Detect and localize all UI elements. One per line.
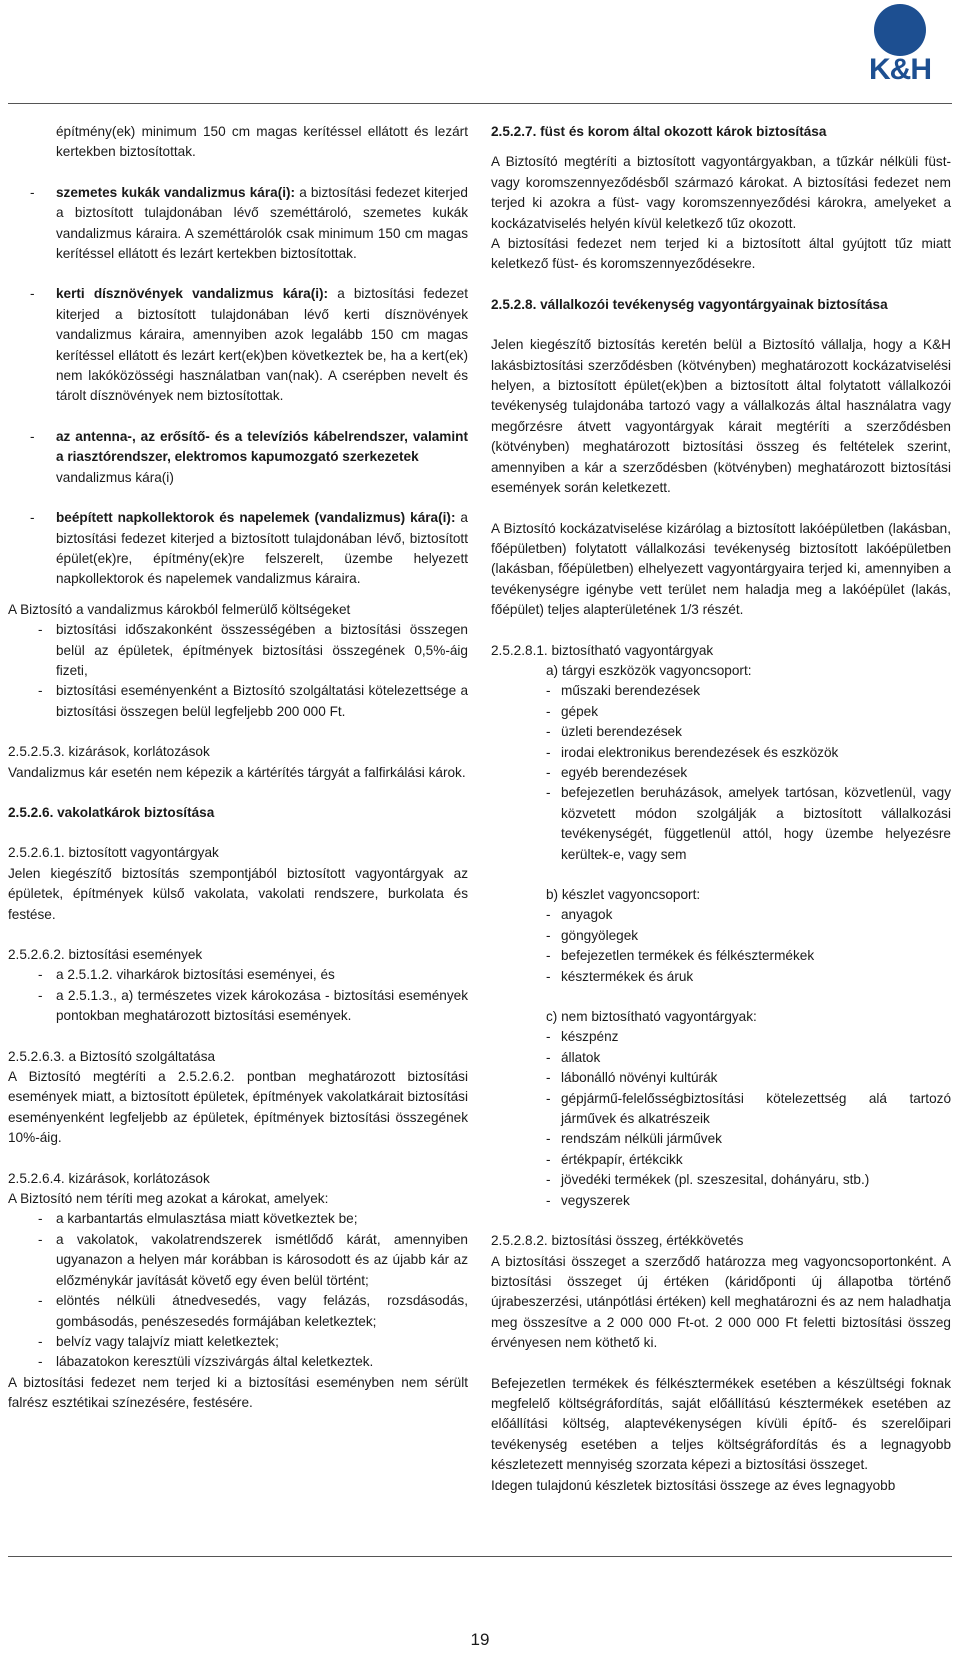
list-item: - belvíz vagy talajvíz miatt keletkeztek; <box>38 1333 279 1349</box>
bullet-title: kerti dísznövények vandalizmus kára(i): <box>56 286 329 302</box>
list-item: - jövedéki termékek (pl. szeszesital, dohányáru, stb.) <box>546 1172 870 1188</box>
list-item: - készpénz <box>546 1029 619 1045</box>
list-item: - biztosítási időszakonként összességében a biztosítási összegen belül az épületek, építmények biztosítási összegének 0,5%-áig fizeti, <box>38 622 468 678</box>
section-heading: 2.5.2.8. vállalkozói tevékenység vagyontárgyainak biztosítása <box>491 296 888 312</box>
section-heading: 2.5.2.6. vakolatkárok biztosítása <box>8 804 215 820</box>
paragraph: Jelen kiegészítő biztosítás keretén belül a Biztosító vállalja, hogy a K&H lakásbiztosítási szerződésben (kötvényben) meghatározott kockázatviselési helyen, a biztosított épület(ek)ben a biztosított által folytatott vállalkozói tevékenység tulajdonába tartozó vagy a vállalkozás által használatra vagy megőrzésre átvett vagyontárgyak kárait megtéríti a szerződésben (kötvényben) meghatározott biztosítási összeg és feltételek szerint, amennyiben a kár a szerződésben (kötvényben) meghatározott biztosítási események során keletkezett. <box>491 337 951 496</box>
list-label: a) tárgyi eszközök vagyoncsoport: <box>546 662 752 678</box>
list-item: - lábazatokon keresztüli vízszivárgás által keletkeztek. <box>38 1354 374 1370</box>
section-heading: 2.5.2.5.3. kizárások, korlátozások <box>8 744 210 760</box>
list-label: b) készlet vagyoncsoport: <box>546 887 701 902</box>
paragraph: A Biztosító megtéríti a 2.5.2.6.2. pontban meghatározott biztosítási események miatt, a biztosított épületek, építmények vakolatkárait biztosítási eseményenként legfeljebb az épületek, építmények biztosítási összegének 10%-áig. <box>8 1069 468 1146</box>
list-item: - a 2.5.1.3., a) természetes vizek károkozása - biztosítási események pontokban meghatározott biztosítási események. <box>38 987 468 1024</box>
section-heading: 2.5.2.6.3. a Biztosító szolgáltatása <box>8 1048 216 1064</box>
list-item: - vegyszerek <box>546 1192 630 1208</box>
bullet-text: a biztosítási fedezet kiterjed a biztosított tulajdonában lévő, biztosított épület(ek)re, építmény(ek)re felszerelt, üzembe helyezett napkollektorok és napelemek vandalizmus káraira. <box>56 510 468 587</box>
paragraph: A Biztosító megtéríti a biztosított vagyontárgyakban, a tűzkár nélküli füst- vagy koromszennyeződésből származó károkat. A biztosítási fedezet nem terjed ki azokra a füst- vagy koromszennyeződési károkra, amelyeket a kockázatviselés helyén kívül keletkező tűz okozott. <box>491 154 951 231</box>
section-heading: 2.5.2.8.1. biztosítható vagyontárgyak <box>491 642 714 658</box>
bullet-text: a biztosítási fedezet kiterjed a biztosított tulajdonában lévő szeméttároló, szemetes kukák vandalizmus káraira. A szeméttárolók csak minimum 150 cm magas kerítéssel ellátott és lezárt kertekben biztosítottak. <box>56 184 468 262</box>
footer-divider <box>8 1556 952 1557</box>
list-item: - gépjármű-felelősségbiztosítási kötelezettség alá tartozó járművek és alkatrészeik <box>546 1090 951 1127</box>
paragraph: A Biztosító a vandalizmus károkból felmerülő költségeket <box>8 601 351 617</box>
bullet-item: - beépített napkollektorok és napelemek (vandalizmus) kára(i): a biztosítási fedezet kiterjed a biztosított tulajdonában lévő, biztosított épület(ek)re, építmény(ek)re felszerelt, üzembe helyezett napkollektorok és napelemek vandalizmus káraira. <box>30 510 468 587</box>
left-column <box>8 122 468 1414</box>
bullet-item: - szemetes kukák vandalizmus kára(i): a biztosítási fedezet kiterjed a biztosított tulajdonában lévő szeméttároló, szemetes kukák vandalizmus káraira. A szeméttárolók csak minimum 150 cm magas kerítéssel ellátott és lezárt kertekben biztosítottak. <box>30 184 468 262</box>
paragraph: Befejezetlen termékek és félkésztermékek esetében a készültségi foknak megfelelő költségráfordítás, saját előállítású késztermékek esetében az előállítási költség, alaptevékenységen kívüli építő- és szerelőipari tevékenység esetében a teljes költségráfordítás és a legnagyobb készletezett mennyiség szorzata képezi a biztosítási összeget. <box>491 1375 951 1473</box>
list-item: - lábonálló növényi kultúrák <box>546 1070 718 1086</box>
section-heading: 2.5.2.7. füst és korom által okozott károk biztosítása <box>491 124 827 139</box>
kh-logo <box>846 4 954 86</box>
list-item: - biztosítási eseményenként a Biztosító szolgáltatási kötelezettsége a biztosítási összegen belül legfeljebb 200 000 Ft. <box>38 683 468 719</box>
paragraph: Vandalizmus kár esetén nem képezik a kártérítés tárgyát a falfirkálási károk. <box>8 764 466 780</box>
bullet-title: beépített napkollektorok és napelemek (vandalizmus) kára(i): <box>56 510 456 526</box>
list-item: - anyagok <box>546 907 613 923</box>
bullet-text: a biztosítási fedezet kiterjed a biztosított tulajdonában lévő kerti dísznövények vandalizmus káraira, amennyiben azok legalább 150 cm magas kerítéssel ellátott és lezárt kert(ek)ben következtek be, ha a kert(ek) nem lakóközösségi használatban van(nak). A cserépben nevelt és tárolt dísznövények nem biztosítottak. <box>56 286 468 404</box>
list-item: - elöntés nélküli átnedvesedés, vagy felázás, rozsdásodás, gombásodás, penészesedés formájában keletkeztek; <box>38 1293 468 1329</box>
section-heading: 2.5.2.6.4. kizárások, korlátozások <box>8 1170 210 1186</box>
list-item: - göngyölegek <box>546 927 639 943</box>
list-item: - a vakolatok, vakolatrendszerek ismétlődő kárát, amennyiben ugyanazon a helyen már korábban is károsodott és az újabb kár az előzménykár javítását követő egy éven belül történt; <box>38 1231 468 1288</box>
list-item: - a karbantartás elmulasztása miatt következtek be; <box>38 1211 358 1227</box>
bullet-title: az antenna-, az erősítő- és a televíziós kábelrendszer, valamint a riasztórendszer, elektromos kapumozgató szerkezetek <box>56 428 468 465</box>
list-item: - gépek <box>546 703 599 719</box>
bullet-title: szemetes kukák vandalizmus kára(i): <box>56 184 296 200</box>
paragraph: Jelen kiegészítő biztosítás szempontjából biztosított vagyontárgyak az épületek, építmények külső vakolata, vakolati rendszere, burkolata és festése. <box>8 865 468 922</box>
list-item: - a 2.5.1.2. viharkárok biztosítási eseményei, és <box>38 967 335 983</box>
paragraph: A Biztosító kockázatviselése kizárólag a biztosított lakóépületben (lakásban, főépületben) folytatott vállalkozási tevékenység biztosított lakóépületben (lakásban, főépületben) elhelyezett vagyontárgyaira terjed ki, amennyiben a tevékenységre igénybe vett terület nem haladja meg a lakóépület (lakás, főépület) teljes alapterületének 1/3 részét. <box>491 520 951 618</box>
paragraph: A Biztosító nem téríti meg azokat a károkat, amelyek: <box>8 1191 329 1207</box>
right-column <box>491 122 951 1496</box>
list-item: - üzleti berendezések <box>546 724 682 740</box>
list-item: - befejezetlen termékek és félkésztermékek <box>546 948 815 964</box>
page-number: 19 <box>470 1630 490 1649</box>
paragraph: építmény(ek) minimum 150 cm magas kerítéssel ellátott és lezárt kertekben biztosítottak. <box>56 124 468 160</box>
paragraph: A biztosítási fedezet nem terjed ki a biztosított által gyújtott tűz miatt keletkező füst- és koromszennyeződésekre. <box>491 236 951 272</box>
list-item: - értékpapír, értékcikk <box>546 1151 683 1167</box>
list-item: - rendszám nélküli járművek <box>546 1131 722 1147</box>
paragraph: Idegen tulajdonú készletek biztosítási összege az éves legnagyobb <box>491 1477 896 1493</box>
section-heading: 2.5.2.6.1. biztosított vagyontárgyak <box>8 845 219 861</box>
list-item: - késztermékek és áruk <box>546 968 694 984</box>
list-item: - befejezetlen beruházások, amelyek tartósan, közvetlenül, vagy közvetett módon szolgálják a biztosított vállalkozási tevékenységét, függetlenül attól, hogy üzembe helyezésre kerültek-e, vagy sem <box>546 785 951 862</box>
bullet-item: - az antenna-, az erősítő- és a televíziós kábelrendszer, valamint a riasztórendszer, elektromos kapumozgató szerkezetek vandalizmus kára(i) <box>30 428 468 485</box>
list-label: c) nem biztosítható vagyontárgyak: <box>546 1009 757 1025</box>
list-item: - állatok <box>546 1049 601 1065</box>
list-item: - irodai elektronikus berendezések és eszközök <box>546 744 839 760</box>
paragraph: A biztosítási fedezet nem terjed ki a biztosítási eseményben nem sérült falrész esztétikai színezésére, festésére. <box>8 1374 468 1411</box>
logo-text: K&H <box>869 53 931 86</box>
bullet-item: - kerti dísznövények vandalizmus kára(i): a biztosítási fedezet kiterjed a biztosított tulajdonában lévő kerti dísznövények vandalizmus káraira, amennyiben azok legalább 150 cm magas kerítéssel ellátott és lezárt kert(ek)ben következtek be, ha a kert(ek) nem lakóközösségi használatban van(nak). A cserépben nevelt és tárolt dísznövények nem biztosítottak. <box>30 286 468 404</box>
header-divider <box>8 103 952 104</box>
section-heading: 2.5.2.8.2. biztosítási összeg, értékkövetés <box>491 1233 744 1249</box>
list-item: - egyéb berendezések <box>546 764 688 780</box>
bullet-text: vandalizmus kára(i) <box>56 469 174 485</box>
list-item: - műszaki berendezések <box>546 683 701 699</box>
section-heading: 2.5.2.6.2. biztosítási események <box>8 947 203 962</box>
logo-circle <box>874 4 926 56</box>
paragraph: A biztosítási összeget a szerződő határozza meg vagyoncsoportonként. A biztosítási összeget új értéken (káridőponti új állapotba történő újrabeszerzési, utánpótlási értéken) kell meghatározni és az nem haladhatja meg összesítve a 2 000 000 Ft-ot. 2 000 000 Ft feletti biztosítási összeg érvényesen nem köthető ki. <box>491 1253 951 1351</box>
